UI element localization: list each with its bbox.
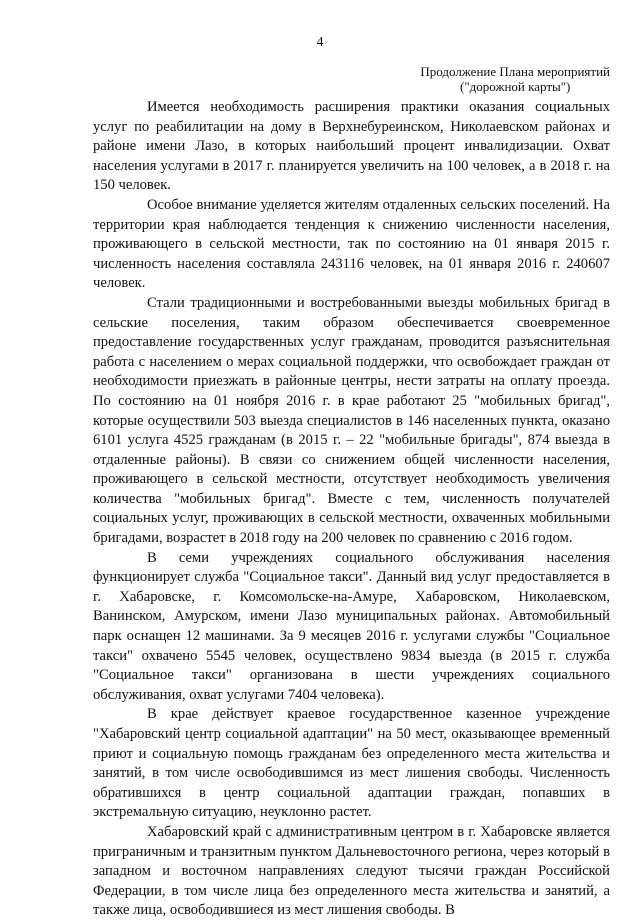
- paragraph-home-rehabilitation: Имеется необходимость расширения практики оказания социальных услуг по реабилитации на дому в Верхнебуреинском, Николаевском районах и районе имени Лазо, в которых наибольший процент инвалидизации. Охват населения услугами в 2017 г. планируется увеличить на 100 человек, а в 2018 г. на 150 человек.: [93, 99, 610, 194]
- paragraph-khabarovsk-transit: Хабаровский край с административным центром в г. Хабаровске является приграничным и транзитным пунктом Дальневосточного региона, через который в западном и восточном направлениях следуют тысячи граждан Российской Федерации, в том числе лица без определенного места жительства и занятий, а также лица, освободившиеся из мест лишения свободы. В: [93, 823, 610, 919]
- paragraph-adaptation-center: В крае действует краевое государственное казенное учреждение "Хабаровский центр социальной адаптации" на 50 мест, оказывающее временный приют и социальную помощь гражданам без определенного места жительства и занятий, в том числе освободившимся из мест лишения свободы. Численность обратившихся в центр социальной адаптации граждан, попавших в экстремальную ситуацию, неуклонно растет.: [93, 706, 610, 821]
- paragraph-social-taxi: В семи учреждениях социального обслуживания населения функционирует служба "Социальное такси". Данный вид услуг предоставляется в г. Хабаровске, г. Комсомольске-на-Амуре, Хабаровском, Николаевском, Ванинском, Амурском, имени Лазо муниципальных районах. Автомобильный парк оснащен 12 машинами. За 9 месяцев 2016 г. услугами службы "Социальное такси" охвачено 5545 человек, осуществлено 9834 выезда (в 2015 г. служба "Социальное такси" организована в шести учреждениях социального обслуживания, охват услугами 7404 человека).: [93, 549, 610, 703]
- continuation-header: [420, 64, 610, 94]
- paragraph-mobile-brigades: Стали традиционными и востребованными выезды мобильных бригад в сельские поселения, таким образом обеспечивается своевременное предоставление государственных услуг гражданам, проводится разъяснительная работа с населением о мерах социальной поддержки, что освобождает граждан от необходимости приезжать в районные центры, нести затраты на оплату проезда. По состоянию на 01 ноября 2016 г. в крае работают 25 "мобильных бригад", которые осуществили 503 выезда специалистов в 146 населенных пункта, оказано 6101 услуга 4525 гражданам (в 2015 г. – 22 "мобильные бригады", 874 выезда в отдаленные районы). В связи со снижением общей численности населения, проживающего в сельской местности, отсутствует необходимость увеличения количества "мобильных бригад". Вместе с тем, численность получателей социальных услуг, проживающих в сельской местности, охваченных мобильными бригадами, возрастет в 2018 году на 200 человек по сравнению с 2016 годом.: [93, 294, 610, 547]
- continuation-header-line2: ("дорожной карты"): [460, 79, 571, 94]
- continuation-header-line1: Продолжение Плана мероприятий: [420, 64, 610, 79]
- page-number: 4: [316, 35, 324, 50]
- paragraph-rural-settlements: Особое внимание уделяется жителям отдаленных сельских поселений. На территории края наблюдается тенденция к снижению численности населения, проживающего в сельской местности, так по состоянию на 01 января 2015 г. численность населения составляла 243116 человек, на 01 января 2016 г. 240607 человек.: [93, 196, 610, 292]
- document-body: [93, 98, 610, 921]
